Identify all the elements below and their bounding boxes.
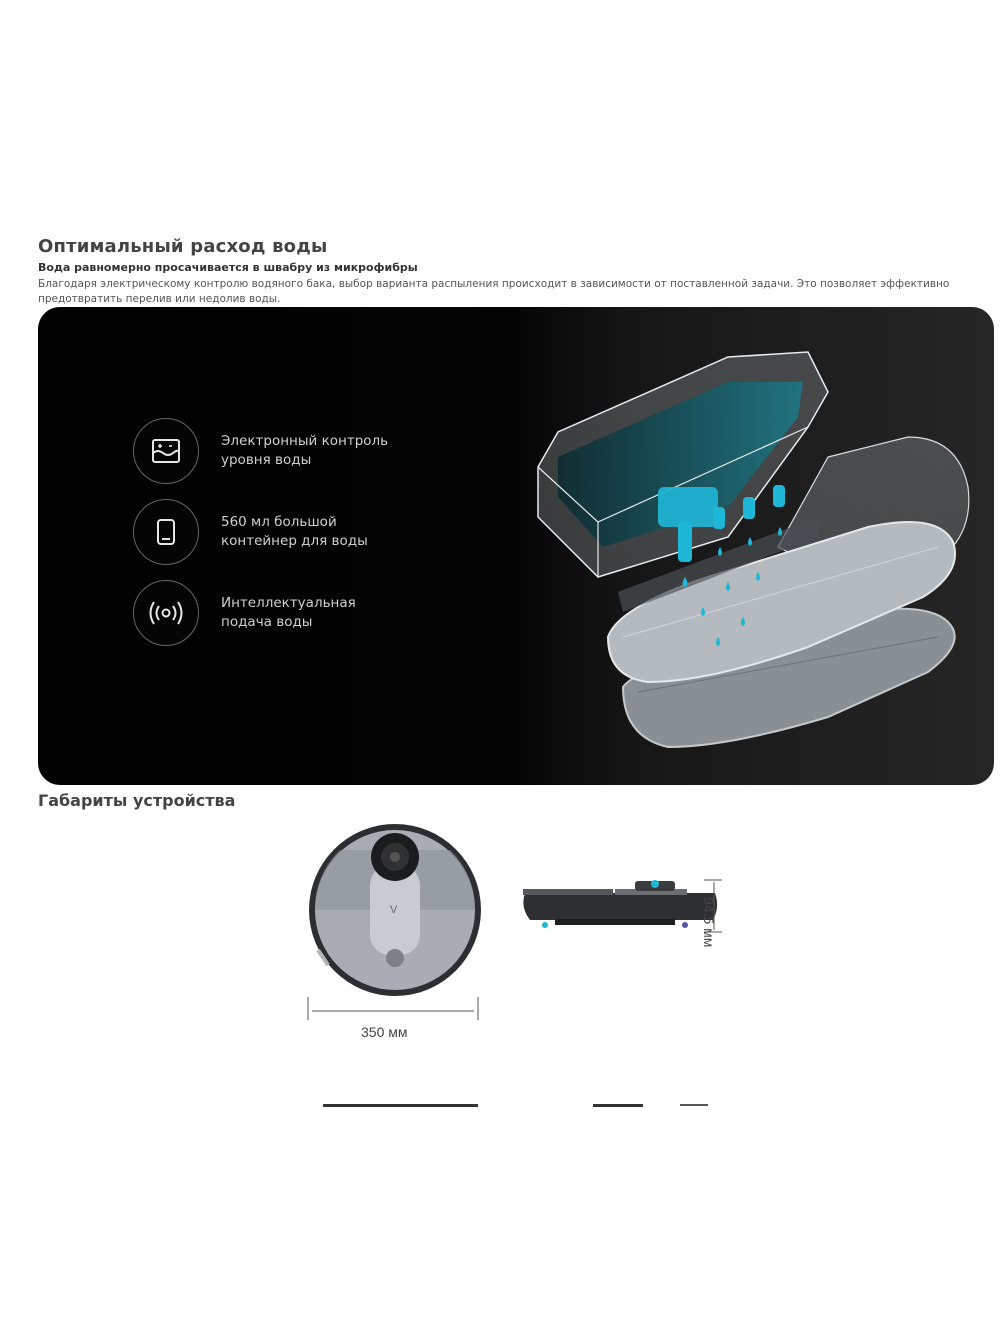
container-icon [133, 499, 199, 565]
feature-container [133, 499, 411, 565]
feature-text: Электронный контроль уровня воды [221, 433, 389, 468]
cropped-fragment [593, 1104, 643, 1107]
cropped-fragment [680, 1104, 708, 1106]
width-label: 350 мм [361, 1024, 408, 1040]
section-subtitle: Вода равномерно просачивается в швабру из микрофибры [38, 261, 418, 274]
robot-side-view [515, 875, 725, 940]
height-label: 94.5 мм [701, 897, 717, 948]
section-title: Оптимальный расход воды [38, 236, 328, 257]
water-tank-illustration [528, 337, 988, 777]
feature-smart-supply [133, 580, 411, 646]
robot-top-view [300, 815, 490, 1030]
water-level-icon [133, 418, 199, 484]
cropped-fragment [323, 1104, 478, 1107]
water-section-header [38, 236, 988, 307]
dimensions-title: Габариты устройства [38, 791, 236, 810]
signal-icon [133, 580, 199, 646]
section-description: Благодаря электрическому контролю водяного бака, выбор варианта распыления происходит в зависимости от поставленной задачи. Это позволяет эффективно предотвратить перелив или недолив воды. [38, 278, 950, 305]
brand-logo: V [390, 904, 398, 916]
water-tank-banner [38, 307, 994, 785]
feature-text: 560 мл большой контейнер для воды [221, 514, 368, 549]
feature-text: Интеллектуальная подача воды [221, 595, 356, 630]
feature-water-level [133, 418, 411, 484]
